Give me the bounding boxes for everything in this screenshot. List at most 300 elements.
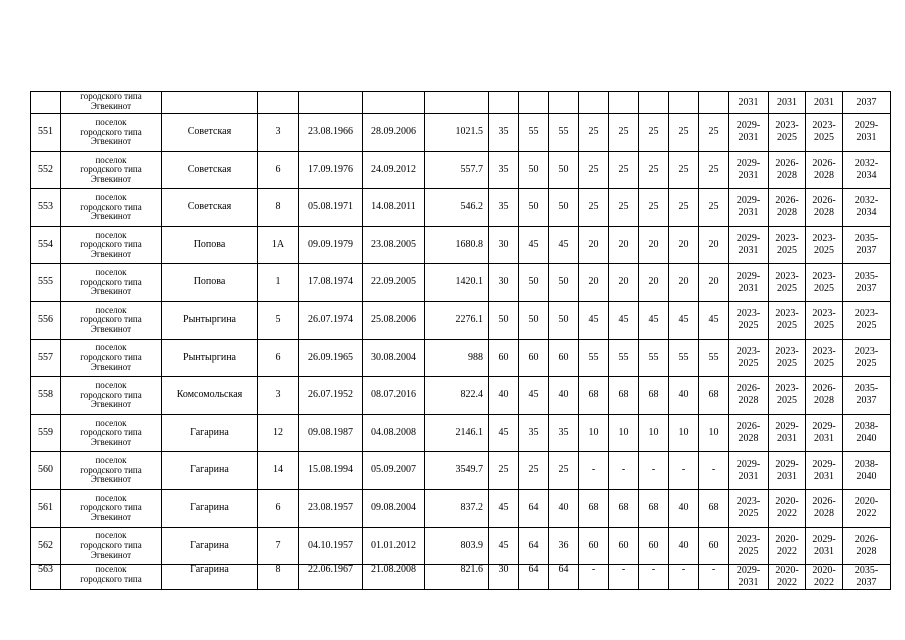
wear-cell: 50 <box>519 264 549 302</box>
period-cell <box>843 264 891 302</box>
table-row <box>31 452 891 490</box>
period-cell: 2031 <box>729 92 769 114</box>
cell-line: 2023- <box>775 345 799 357</box>
period-cell <box>729 226 769 264</box>
locality-cell <box>61 92 162 114</box>
cell-line: 2025 <box>738 508 759 520</box>
wear-cell: 35 <box>549 414 579 452</box>
cell-line: 2028 <box>777 207 797 219</box>
period-cell: 2037 <box>843 92 891 114</box>
period-cell <box>843 452 891 490</box>
wear-cell: - <box>699 452 729 490</box>
wear-cell: 64 <box>519 527 549 565</box>
area-cell: 1021.5 <box>425 114 489 152</box>
cell-line: 2020- <box>812 565 836 577</box>
table-row <box>31 565 891 590</box>
cell-line: 2029- <box>812 421 836 433</box>
cell-line: 2034 <box>856 207 877 219</box>
date-cell: 23.08.1957 <box>299 489 363 527</box>
area-cell: 546.2 <box>425 189 489 227</box>
period-cell <box>806 414 843 452</box>
wear-cell: 25 <box>639 189 669 227</box>
cell-line: 2031 <box>814 545 834 557</box>
area-cell: 2146.1 <box>425 414 489 452</box>
cell-line: Эгвекинот <box>90 324 132 335</box>
wear-cell: 35 <box>489 114 519 152</box>
wear-cell: 10 <box>609 414 639 452</box>
wear-cell: 35 <box>519 414 549 452</box>
cell-line: 2029- <box>775 421 799 433</box>
cell-line: 2035- <box>854 383 879 395</box>
wear-cell: - <box>609 565 639 590</box>
date-cell: 17.09.1976 <box>299 151 363 189</box>
cell-line: поселок <box>95 342 127 353</box>
period-cell <box>729 377 769 415</box>
wear-cell: 40 <box>669 489 699 527</box>
cell-line: 2022 <box>777 545 797 557</box>
house-cell: 14 <box>258 452 299 490</box>
cell-line: 2020- <box>854 496 879 508</box>
wear-cell: 20 <box>579 226 609 264</box>
locality-cell <box>61 301 162 339</box>
wear-cell: 25 <box>699 189 729 227</box>
period-cell <box>729 527 769 565</box>
cell-line: 2028 <box>814 207 834 219</box>
cell-line: 2023- <box>736 496 761 508</box>
cell-line: 2025 <box>738 357 759 369</box>
wear-cell: 60 <box>639 527 669 565</box>
street-cell: Советская <box>162 189 258 227</box>
wear-cell: 68 <box>699 377 729 415</box>
wear-cell: 60 <box>489 339 519 377</box>
date-cell: 21.08.2008 <box>363 565 425 590</box>
cell-line: 2023- <box>812 270 836 282</box>
locality-line: Эгвекинот <box>90 100 132 111</box>
wear-cell: 25 <box>639 114 669 152</box>
wear-cell: 20 <box>639 226 669 264</box>
wear-cell: 64 <box>549 565 579 590</box>
date-cell: 26.07.1974 <box>299 301 363 339</box>
wear-cell: 45 <box>519 377 549 415</box>
wear-cell: 55 <box>639 339 669 377</box>
cell-line: 2020- <box>775 533 799 545</box>
wear-cell: 25 <box>609 189 639 227</box>
cell-line: 2026- <box>775 157 799 169</box>
row-number-cell: 558 <box>31 377 61 415</box>
date-cell <box>299 92 363 114</box>
period-cell <box>769 452 806 490</box>
cell-line: поселок <box>95 116 127 127</box>
cell-line: 2031 <box>777 470 797 482</box>
house-cell: 3 <box>258 377 299 415</box>
date-cell: 24.09.2012 <box>363 151 425 189</box>
cell-line: 2025 <box>814 320 834 332</box>
row-number-cell: 561 <box>31 489 61 527</box>
wear-cell: 25 <box>519 452 549 490</box>
wear-cell: 20 <box>669 226 699 264</box>
table-body <box>31 92 891 590</box>
cell-line: 2023- <box>775 383 799 395</box>
wear-cell: 20 <box>639 264 669 302</box>
cell-line: 2032- <box>854 157 879 169</box>
wear-cell: - <box>609 452 639 490</box>
row-number-cell: 556 <box>31 301 61 339</box>
period-cell <box>806 452 843 490</box>
cell-line: 2023- <box>775 270 799 282</box>
wear-cell: - <box>669 452 699 490</box>
period-cell <box>729 414 769 452</box>
wear-cell: - <box>579 565 609 590</box>
locality-cell <box>61 489 162 527</box>
table-row <box>31 339 891 377</box>
wear-cell: - <box>639 452 669 490</box>
cell-line: 2031 <box>856 132 877 144</box>
cell-line: городского типа <box>80 276 142 287</box>
cell-line: 2025 <box>814 357 834 369</box>
cell-line: Эгвекинот <box>90 549 132 560</box>
cell-line: 2038- <box>854 458 879 470</box>
period-cell <box>769 301 806 339</box>
wear-cell: 35 <box>489 151 519 189</box>
cell-line: 2022 <box>814 577 834 589</box>
cell-line: поселок <box>95 154 127 165</box>
wear-cell: 45 <box>609 301 639 339</box>
locality-cell <box>61 226 162 264</box>
cell-line: поселок <box>95 564 127 575</box>
row-number-cell: 554 <box>31 226 61 264</box>
wear-cell: 40 <box>669 527 699 565</box>
period-cell <box>843 114 891 152</box>
cell-line: Эгвекинот <box>90 248 132 259</box>
period-cell <box>806 339 843 377</box>
street-cell: Рынтыргина <box>162 301 258 339</box>
cell-line: Эгвекинот <box>90 436 132 447</box>
area-cell: 2276.1 <box>425 301 489 339</box>
wear-cell: 20 <box>609 264 639 302</box>
cell-line: 2023- <box>812 308 836 320</box>
cell-line: городского типа <box>80 201 142 212</box>
wear-cell <box>639 92 669 114</box>
cell-line: Эгвекинот <box>90 173 132 184</box>
cell-line: 2029- <box>736 565 761 577</box>
period-cell <box>769 527 806 565</box>
table-row <box>31 189 891 227</box>
house-cell: 12 <box>258 414 299 452</box>
wear-cell: 60 <box>699 527 729 565</box>
area-cell: 821.6 <box>425 565 489 590</box>
cell-line: 2029- <box>736 157 761 169</box>
wear-cell: 50 <box>519 151 549 189</box>
house-cell: 5 <box>258 301 299 339</box>
cell-line: 2031 <box>738 245 759 257</box>
area-cell <box>425 92 489 114</box>
cell-line: 2037 <box>856 395 877 407</box>
period-cell <box>769 565 806 590</box>
date-cell: 22.09.2005 <box>363 264 425 302</box>
cell-line: Эгвекинот <box>90 286 132 297</box>
wear-cell: 35 <box>489 189 519 227</box>
cell-line: 2029- <box>736 270 761 282</box>
row-number-cell: 555 <box>31 264 61 302</box>
cell-line: 2037 <box>856 245 877 257</box>
period-cell <box>806 151 843 189</box>
period-cell <box>769 264 806 302</box>
period-cell <box>769 189 806 227</box>
cell-line: городского типа <box>80 126 142 137</box>
wear-cell: 30 <box>489 565 519 590</box>
cell-line: 2028 <box>814 508 834 520</box>
wear-cell: 55 <box>609 339 639 377</box>
cell-line: 2022 <box>777 577 797 589</box>
period-cell <box>806 377 843 415</box>
cell-line: городского типа <box>80 427 142 438</box>
wear-cell: 20 <box>609 226 639 264</box>
period-cell <box>729 264 769 302</box>
street-cell: Гагарина <box>162 527 258 565</box>
area-cell: 988 <box>425 339 489 377</box>
row-number-cell: 562 <box>31 527 61 565</box>
period-cell <box>806 114 843 152</box>
locality-cell <box>61 264 162 302</box>
wear-cell: 68 <box>609 377 639 415</box>
cell-line: городского типа <box>80 352 142 363</box>
cell-line: 2023- <box>775 120 799 132</box>
wear-cell: 45 <box>699 301 729 339</box>
cell-line: 2022 <box>856 508 877 520</box>
street-cell: Рынтыргина <box>162 339 258 377</box>
street-cell: Комсомольская <box>162 377 258 415</box>
cell-line: Эгвекинот <box>90 211 132 222</box>
wear-cell: 45 <box>639 301 669 339</box>
period-cell <box>806 527 843 565</box>
cell-line: городского типа <box>80 464 142 475</box>
wear-cell: 25 <box>699 114 729 152</box>
wear-cell: - <box>639 565 669 590</box>
cell-line: 2026- <box>736 383 761 395</box>
period-cell <box>729 565 769 590</box>
wear-cell: 25 <box>669 151 699 189</box>
cell-line: 2025 <box>856 357 877 369</box>
cell-line: 2025 <box>777 357 797 369</box>
wear-cell: 55 <box>519 114 549 152</box>
period-cell <box>806 189 843 227</box>
house-cell: 1А <box>258 226 299 264</box>
cell-line: 2029- <box>736 458 761 470</box>
wear-cell: 10 <box>669 414 699 452</box>
cell-line: городского типа <box>80 164 142 175</box>
wear-cell: 55 <box>699 339 729 377</box>
locality-cell <box>61 114 162 152</box>
cell-line: 2028 <box>814 169 834 181</box>
wear-cell: 30 <box>489 264 519 302</box>
locality-cell <box>61 377 162 415</box>
wear-cell: 60 <box>609 527 639 565</box>
period-cell <box>806 264 843 302</box>
wear-cell <box>519 92 549 114</box>
cell-line: Эгвекинот <box>90 474 132 485</box>
street-cell: Попова <box>162 226 258 264</box>
period-cell <box>806 489 843 527</box>
period-cell <box>769 489 806 527</box>
period-cell <box>769 339 806 377</box>
period-cell <box>843 189 891 227</box>
wear-cell: 45 <box>579 301 609 339</box>
cell-line: 2028 <box>814 395 834 407</box>
table-row <box>31 264 891 302</box>
area-cell: 837.2 <box>425 489 489 527</box>
wear-cell: 68 <box>699 489 729 527</box>
wear-cell: 55 <box>549 114 579 152</box>
cell-line: поселок <box>95 267 127 278</box>
locality-cell <box>61 151 162 189</box>
wear-cell: 25 <box>609 151 639 189</box>
period-cell: 2031 <box>806 92 843 114</box>
date-cell: 25.08.2006 <box>363 301 425 339</box>
wear-cell: 20 <box>669 264 699 302</box>
cell-line: 2031 <box>777 433 797 445</box>
cell-line: 2023- <box>736 533 761 545</box>
period-cell <box>806 301 843 339</box>
wear-cell: 45 <box>489 414 519 452</box>
cell-line: поселок <box>95 229 127 240</box>
period-cell <box>843 377 891 415</box>
wear-cell <box>699 92 729 114</box>
house-cell <box>258 92 299 114</box>
table-row-partial <box>31 92 891 114</box>
cell-line: 2023- <box>736 345 761 357</box>
wear-cell: 40 <box>669 377 699 415</box>
date-cell: 23.08.2005 <box>363 226 425 264</box>
cell-line: 2025 <box>856 320 877 332</box>
cell-line: 2023- <box>775 233 799 245</box>
row-number-cell: 563 <box>31 565 61 590</box>
period-cell <box>843 151 891 189</box>
wear-cell: 20 <box>579 264 609 302</box>
row-number-cell: 552 <box>31 151 61 189</box>
wear-cell: 50 <box>519 189 549 227</box>
wear-cell: 50 <box>549 264 579 302</box>
cell-line: 2028 <box>777 169 797 181</box>
cell-line: 2028 <box>738 395 759 407</box>
date-cell: 14.08.2011 <box>363 189 425 227</box>
street-cell: Советская <box>162 114 258 152</box>
period-cell <box>729 452 769 490</box>
cell-line: Эгвекинот <box>90 361 132 372</box>
cell-line: городского типа <box>80 540 142 551</box>
row-number-cell: 551 <box>31 114 61 152</box>
wear-cell: 40 <box>549 377 579 415</box>
street-cell: Попова <box>162 264 258 302</box>
wear-cell: 45 <box>489 527 519 565</box>
period-cell <box>729 339 769 377</box>
wear-cell: 60 <box>579 527 609 565</box>
street-cell: Гагарина <box>162 414 258 452</box>
period-cell <box>729 189 769 227</box>
wear-cell: 25 <box>579 151 609 189</box>
cell-line: городского типа <box>80 573 142 584</box>
row-number-cell: 557 <box>31 339 61 377</box>
cell-line: 2020- <box>775 496 799 508</box>
cell-line: 2026- <box>854 533 879 545</box>
date-cell: 05.08.1971 <box>299 189 363 227</box>
cell-line: 2035- <box>854 565 879 577</box>
date-cell: 09.09.1979 <box>299 226 363 264</box>
wear-cell <box>579 92 609 114</box>
cell-line: 2025 <box>814 282 834 294</box>
row-number-cell: 553 <box>31 189 61 227</box>
cell-line: 2035- <box>854 233 879 245</box>
house-cell: 8 <box>258 565 299 590</box>
locality-cell <box>61 452 162 490</box>
period-cell <box>806 565 843 590</box>
table-row <box>31 489 891 527</box>
cell-line: 2031 <box>814 470 834 482</box>
wear-cell: - <box>699 565 729 590</box>
cell-line: 2026- <box>812 496 836 508</box>
cell-line: 2031 <box>814 433 834 445</box>
wear-cell: 45 <box>669 301 699 339</box>
period-cell <box>729 151 769 189</box>
cell-line: поселок <box>95 417 127 428</box>
locality-cell <box>61 414 162 452</box>
date-cell: 05.09.2007 <box>363 452 425 490</box>
area-cell: 822.4 <box>425 377 489 415</box>
table-row <box>31 527 891 565</box>
locality-cell <box>61 189 162 227</box>
period-cell <box>729 301 769 339</box>
wear-cell <box>669 92 699 114</box>
cell-line: 2038- <box>854 421 879 433</box>
wear-cell: 25 <box>699 151 729 189</box>
wear-cell: 10 <box>639 414 669 452</box>
date-cell: 09.08.1987 <box>299 414 363 452</box>
cell-line: 2037 <box>856 577 877 589</box>
period-cell <box>806 226 843 264</box>
house-cell: 7 <box>258 527 299 565</box>
wear-cell: 10 <box>699 414 729 452</box>
cell-line: 2023- <box>736 308 761 320</box>
table-row <box>31 377 891 415</box>
period-cell: 2031 <box>769 92 806 114</box>
wear-cell: 55 <box>669 339 699 377</box>
cell-line: 2023- <box>812 233 836 245</box>
cell-line: городского типа <box>80 502 142 513</box>
cell-line: 2034 <box>856 169 877 181</box>
row-number-cell <box>31 92 61 114</box>
area-cell: 1420.1 <box>425 264 489 302</box>
date-cell: 28.09.2006 <box>363 114 425 152</box>
cell-line: 2025 <box>738 545 759 557</box>
date-cell: 08.07.2016 <box>363 377 425 415</box>
area-cell: 557.7 <box>425 151 489 189</box>
cell-line: 2031 <box>738 132 759 144</box>
table-row <box>31 414 891 452</box>
housing-table <box>30 91 891 590</box>
period-cell <box>769 151 806 189</box>
wear-cell: 64 <box>519 565 549 590</box>
date-cell: 26.07.1952 <box>299 377 363 415</box>
table-row <box>31 301 891 339</box>
wear-cell <box>489 92 519 114</box>
cell-line: 2023- <box>854 308 879 320</box>
wear-cell: 55 <box>579 339 609 377</box>
cell-line: 2028 <box>856 545 877 557</box>
date-cell: 23.08.1966 <box>299 114 363 152</box>
wear-cell: 50 <box>519 301 549 339</box>
table-row <box>31 114 891 152</box>
cell-line: 2025 <box>777 245 797 257</box>
cell-line: 2025 <box>738 320 759 332</box>
